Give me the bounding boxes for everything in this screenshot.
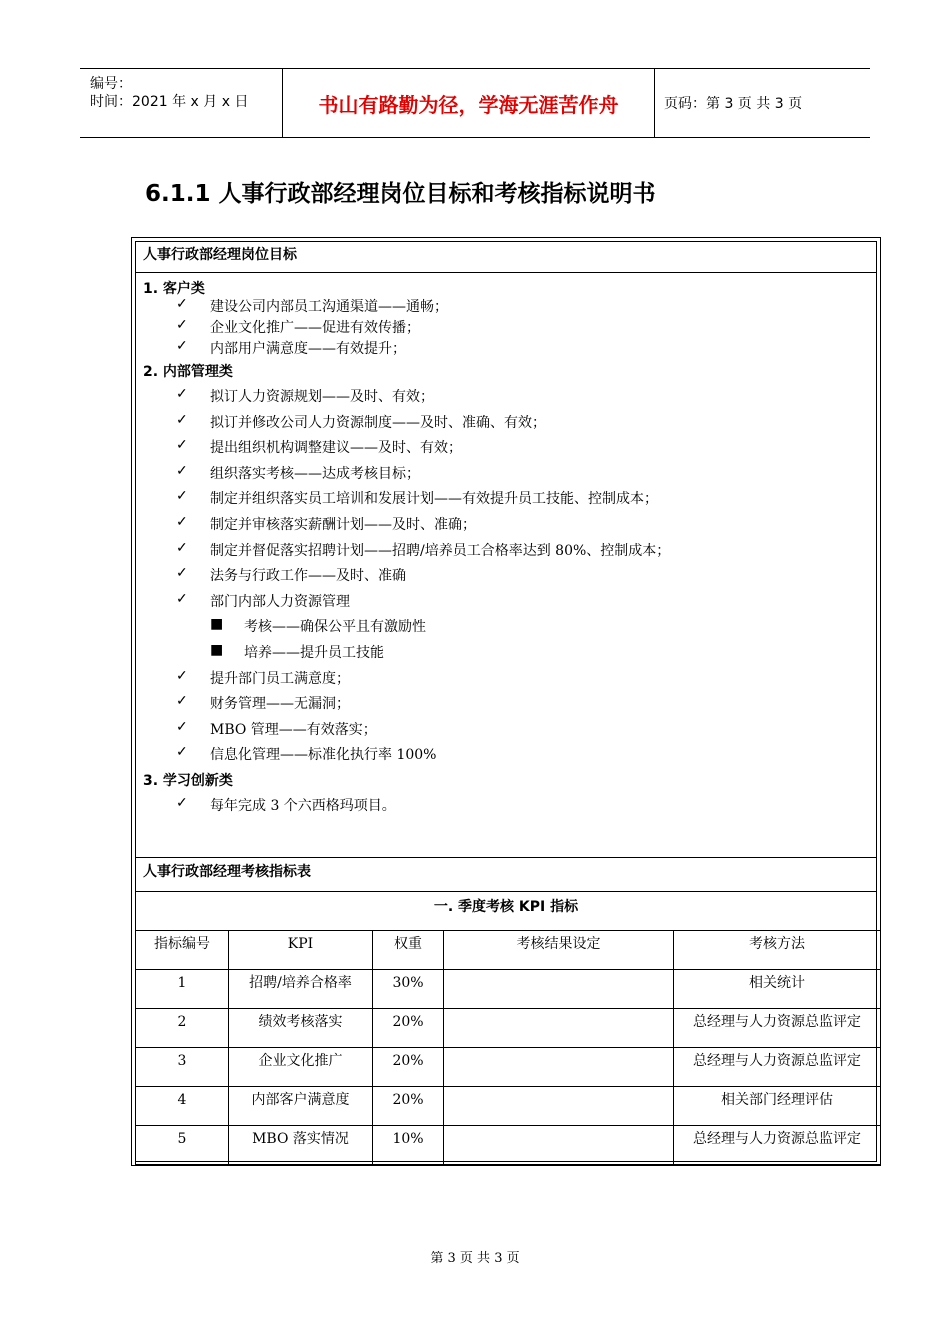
table-cell: 总经理与人力资源总监评定 [674,1126,881,1165]
check-icon: ✓ [176,437,188,454]
table-cell: 相关部门经理评估 [674,1087,881,1126]
goal-item: 每年完成 3 个六西格玛项目。 [210,798,396,814]
check-icon: ✓ [176,590,188,607]
table-row [136,1126,881,1165]
table-cell: 企业文化推广 [229,1048,373,1087]
table-row [136,1087,881,1126]
kpi-column-header: KPI [229,931,373,970]
table-cell: 相关统计 [674,970,881,1009]
check-icon: ✓ [176,488,188,505]
table-cell: 2 [136,1009,229,1048]
table-cell: 总经理与人力资源总监评定 [674,1048,881,1087]
goal-item: 制定并督促落实招聘计划——招聘/培养员工合格率达到 80%、控制成本； [210,542,671,559]
header-meta [80,69,282,137]
check-icon: ✓ [176,539,188,556]
goal-item: 信息化管理——标准化执行率 100% [210,747,437,764]
check-icon: ✓ [176,667,188,684]
kpi-column-header: 指标编号 [136,931,229,970]
divider [135,891,877,892]
goal-item: 提出组织机构调整建议——及时、有效； [210,440,462,457]
document-title: 6.1.1 人事行政部经理岗位目标和考核指标说明书 [145,181,656,207]
table-cell: 4 [136,1087,229,1126]
kpi-column-header: 考核方法 [674,931,881,970]
square-bullet-icon: ■ [210,616,224,633]
table-cell: 总经理与人力资源总监评定 [674,1009,881,1048]
check-icon: ✓ [176,795,188,811]
goal-item: 拟订并修改公司人力资源制度——及时、准确、有效； [210,414,546,431]
table-cell: 20% [373,1009,444,1048]
table-cell: 内部客户满意度 [229,1087,373,1126]
divider [135,857,877,858]
goal-item: 内部用户满意度——有效提升； [210,341,406,357]
goal-item: 制定并组织落实员工培训和发展计划——有效提升员工技能、控制成本； [210,491,658,508]
number-label: 编号： [90,76,132,92]
table-cell [444,1126,674,1165]
table-row [136,970,881,1009]
table-row [136,1009,881,1048]
check-icon: ✓ [176,565,188,582]
table-cell [444,1087,674,1126]
square-bullet-icon: ■ [210,642,224,658]
category-label: 3. 学习创新类 [143,773,233,789]
check-icon: ✓ [176,744,188,761]
check-icon: ✓ [176,462,188,479]
table-cell [444,1009,674,1048]
goals-heading: 人事行政部经理岗位目标 [143,247,297,263]
check-icon: ✓ [176,514,188,530]
check-icon: ✓ [176,296,188,312]
table-cell [444,1048,674,1087]
check-icon: ✓ [176,317,188,333]
goal-item: 企业文化推广——促进有效传播； [210,320,420,336]
table-cell: 30% [373,970,444,1009]
goal-item: 部门内部人力资源管理 [210,593,350,610]
table-cell: 招聘/培养合格率 [229,970,373,1009]
page-footer: 第 3 页 共 3 页 [430,1251,520,1266]
goal-item: 提升部门员工满意度； [210,670,350,687]
table-cell: 1 [136,970,229,1009]
goal-item: 组织落实考核——达成考核目标； [210,465,420,482]
table-cell: 20% [373,1087,444,1126]
header-page-info: 页码：第 3 页 共 3 页 [664,96,803,112]
kpi-table [135,930,881,1165]
time-label: 时间：2021 年 x 月 x 日 [90,94,249,110]
table-cell [444,970,674,1009]
goal-item: 制定并审核落实薪酬计划——及时、准确； [210,517,476,533]
check-icon: ✓ [176,411,188,428]
table-cell: 5 [136,1126,229,1165]
check-icon: ✓ [176,693,188,710]
goal-item: 法务与行政工作——及时、准确 [210,568,406,585]
goal-item: MBO 管理——有效落实； [210,721,377,738]
divider [135,272,877,273]
table-cell: 10% [373,1126,444,1165]
goal-item: 财务管理——无漏洞； [210,696,350,713]
goal-item: 建设公司内部员工沟通渠道——通畅； [210,299,448,315]
category-label: 2. 内部管理类 [143,364,233,380]
check-icon: ✓ [176,338,188,354]
kpi-header-row [136,931,881,970]
goal-item: 拟订人力资源规划——及时、有效； [210,389,434,405]
check-icon: ✓ [176,718,188,735]
table-cell: MBO 落实情况 [229,1126,373,1165]
goal-subitem: 考核——确保公平且有激励性 [244,619,426,636]
table-cell: 3 [136,1048,229,1087]
table-cell: 绩效考核落实 [229,1009,373,1048]
kpi-section-title: 一. 季度考核 KPI 指标 [433,899,579,915]
kpi-column-header: 权重 [373,931,444,970]
table-cell: 20% [373,1048,444,1087]
page-header [80,68,870,138]
kpi-heading: 人事行政部经理考核指标表 [143,864,311,880]
table-row [136,1048,881,1087]
kpi-column-header: 考核结果设定 [444,931,674,970]
header-motto: 书山有路勤为径，学海无涯苦作舟 [282,69,655,137]
check-icon: ✓ [176,386,188,402]
category-label: 1. 客户类 [143,281,205,297]
goal-subitem: 培养——提升员工技能 [244,645,384,661]
